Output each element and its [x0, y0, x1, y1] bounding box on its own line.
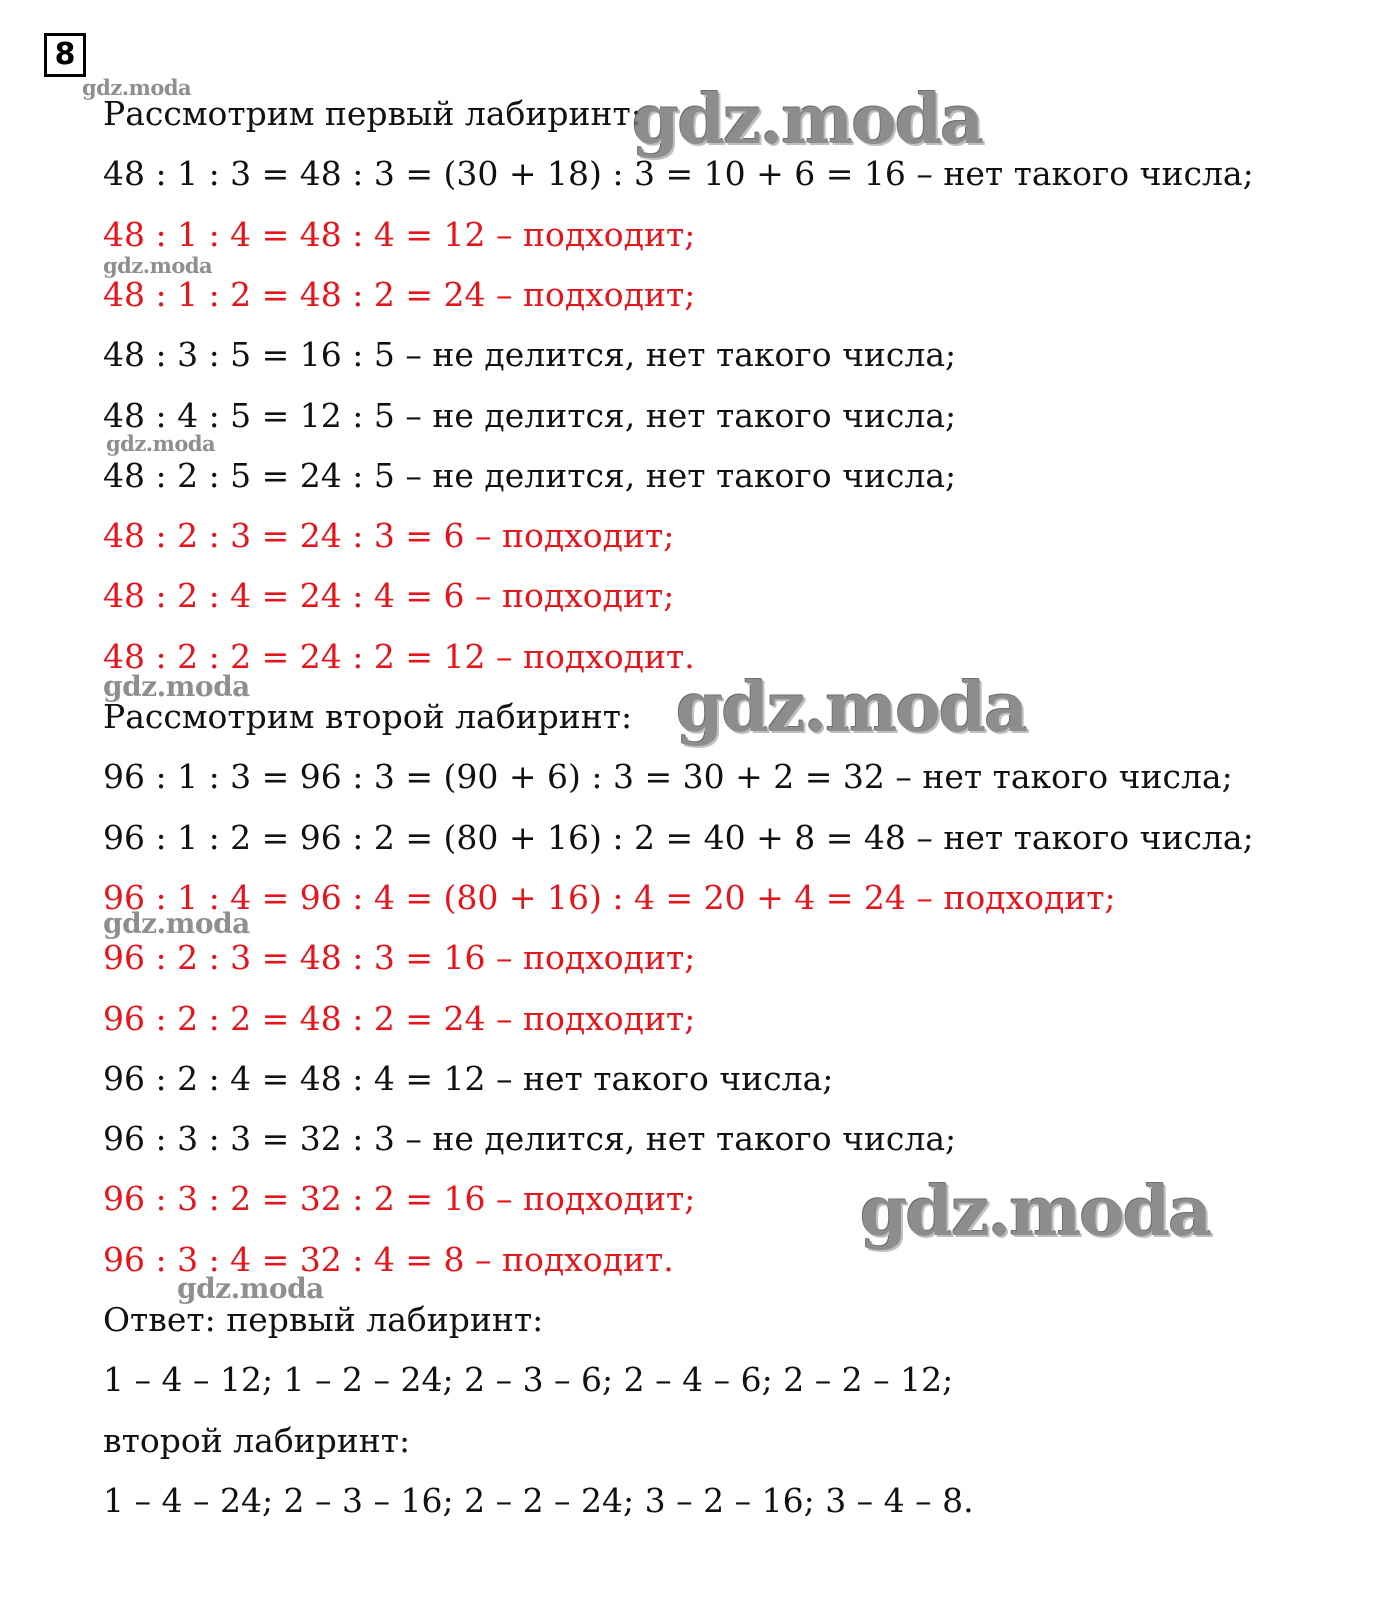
solution-line-valid: 96 : 2 : 3 = 48 : 3 = 16 – подходит;	[103, 938, 696, 978]
watermark-small: gdz.moda	[103, 253, 213, 278]
solution-line: 1 – 4 – 24; 2 – 3 – 16; 2 – 2 – 24; 3 – 2 – 16; 3 – 4 – 8.	[103, 1480, 974, 1520]
solution-line: второй лабиринт:	[103, 1420, 411, 1460]
solution-line: 48 : 4 : 5 = 12 : 5 – не делится, нет такого числа;	[103, 395, 957, 435]
solution-line: 48 : 1 : 3 = 48 : 3 = (30 + 18) : 3 = 10 + 6 = 16 – нет такого числа;	[103, 154, 1254, 194]
watermark-large: gdz.moda	[860, 1172, 1211, 1252]
solution-line: 96 : 2 : 4 = 48 : 4 = 12 – нет такого числа;	[103, 1058, 834, 1098]
watermark-large: gdz.moda	[632, 80, 983, 160]
solution-line: 96 : 1 : 3 = 96 : 3 = (90 + 6) : 3 = 30 + 2 = 32 – нет такого числа;	[103, 757, 1233, 797]
solution-line: 96 : 1 : 2 = 96 : 2 = (80 + 16) : 2 = 40 + 8 = 48 – нет такого числа;	[103, 817, 1254, 857]
solution-line: Рассмотрим второй лабиринт:	[103, 697, 633, 736]
watermark-small: gdz.moda	[106, 431, 216, 456]
solution-line: 96 : 3 : 3 = 32 : 3 – не делится, нет такого числа;	[103, 1119, 957, 1159]
solution-line-valid: 48 : 1 : 2 = 48 : 2 = 24 – подходит;	[103, 274, 696, 314]
watermark-small: gdz.moda	[177, 1272, 324, 1305]
solution-line-valid: 48 : 2 : 2 = 24 : 2 = 12 – подходит.	[103, 636, 695, 676]
watermark-small: gdz.moda	[103, 670, 250, 703]
solution-line: 48 : 2 : 5 = 24 : 5 – не делится, нет такого числа;	[103, 455, 957, 495]
solution-line-valid: 96 : 3 : 2 = 32 : 2 = 16 – подходит;	[103, 1179, 696, 1219]
solution-line-valid: 48 : 1 : 4 = 48 : 4 = 12 – подходит;	[103, 214, 696, 254]
solution-line-valid: 96 : 2 : 2 = 48 : 2 = 24 – подходит;	[103, 998, 696, 1038]
solution-line-valid: 96 : 1 : 4 = 96 : 4 = (80 + 16) : 4 = 20 + 4 = 24 – подходит;	[103, 877, 1116, 917]
task-number-box: 8	[44, 33, 86, 77]
solution-line: 1 – 4 – 12; 1 – 2 – 24; 2 – 3 – 6; 2 – 4 – 6; 2 – 2 – 12;	[103, 1360, 954, 1400]
solution-line-valid: 96 : 3 : 4 = 32 : 4 = 8 – подходит.	[103, 1239, 674, 1279]
watermark-small: gdz.moda	[82, 75, 192, 100]
solution-line-valid: 48 : 2 : 3 = 24 : 3 = 6 – подходит;	[103, 516, 675, 556]
solution-line-valid: 48 : 2 : 4 = 24 : 4 = 6 – подходит;	[103, 576, 675, 616]
watermark-large: gdz.moda	[676, 668, 1027, 748]
watermark-small: gdz.moda	[103, 907, 250, 940]
solution-line: Ответ: первый лабиринт:	[103, 1300, 544, 1339]
solution-line: Рассмотрим первый лабиринт:	[103, 94, 642, 133]
solution-line: 48 : 3 : 5 = 16 : 5 – не делится, нет такого числа;	[103, 335, 957, 375]
